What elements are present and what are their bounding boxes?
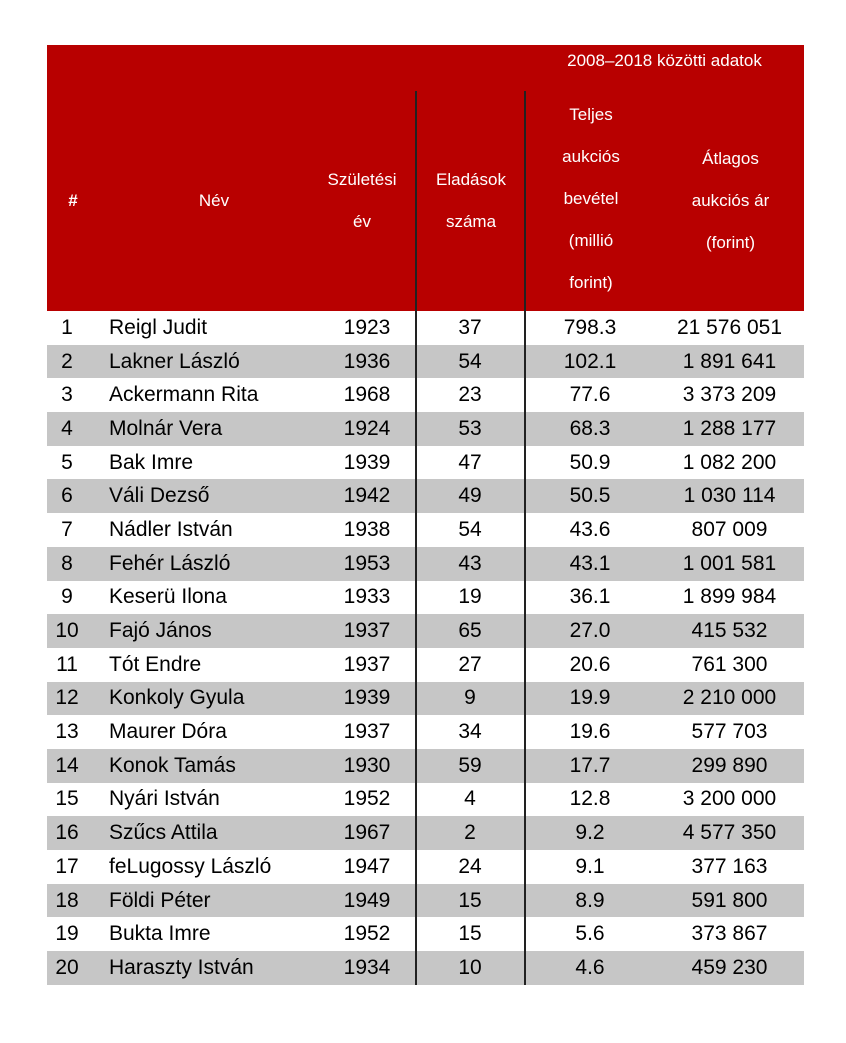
table-row xyxy=(47,446,804,480)
col-header-name xyxy=(109,91,319,311)
cell-total-revenue: 17.7 xyxy=(569,753,611,777)
cell-birth-year: 1939 xyxy=(343,686,391,710)
table-row xyxy=(47,345,804,379)
table-row xyxy=(47,917,804,951)
table-row xyxy=(47,479,804,513)
cell-sales-count: 15 xyxy=(458,922,482,946)
cell-sales-count: 15 xyxy=(458,888,482,912)
cell-avg-price: 577 703 xyxy=(691,720,768,744)
cell-total-revenue: 5.6 xyxy=(575,922,605,946)
cell-sales-count: 2 xyxy=(464,821,476,845)
cell-total-revenue: 9.1 xyxy=(575,854,605,878)
col-header-avg-line1: Átlagos xyxy=(702,149,759,168)
cell-name: feLugossy László xyxy=(109,854,272,878)
table-row xyxy=(47,749,804,783)
cell-sales-count: 9 xyxy=(464,686,476,710)
col-header-name-label: Név xyxy=(198,191,230,210)
col-header-revenue-line4: (millió xyxy=(568,231,614,250)
cell-total-revenue: 19.6 xyxy=(569,720,611,744)
cell-sales-count: 53 xyxy=(458,416,482,440)
header-divider xyxy=(524,91,526,311)
table-row xyxy=(47,378,804,412)
cell-avg-price: 377 163 xyxy=(691,854,768,878)
cell-total-revenue: 50.5 xyxy=(569,484,611,508)
cell-name: Konok Tamás xyxy=(109,753,236,777)
cell-sales-count: 49 xyxy=(458,484,482,508)
table-row xyxy=(47,816,804,850)
cell-birth-year: 1937 xyxy=(343,652,391,676)
cell-avg-price: 2 210 000 xyxy=(682,686,777,710)
cell-name: Ackermann Rita xyxy=(109,383,259,407)
table-row xyxy=(47,682,804,716)
cell-avg-price: 1 899 984 xyxy=(682,585,777,609)
table-row xyxy=(47,850,804,884)
cell-avg-price: 4 577 350 xyxy=(682,821,777,845)
cell-name: Nádler István xyxy=(109,517,233,541)
cell-rank: 12 xyxy=(55,686,79,710)
table-row xyxy=(47,715,804,749)
cell-birth-year: 1938 xyxy=(343,517,391,541)
cell-name: Reigl Judit xyxy=(109,315,208,339)
cell-birth-year: 1936 xyxy=(343,349,391,373)
cell-avg-price: 21 576 051 xyxy=(676,315,783,339)
cell-name: Fajó János xyxy=(109,619,212,643)
cell-birth-year: 1923 xyxy=(343,315,391,339)
col-header-avg-price xyxy=(657,91,804,311)
table-row xyxy=(47,648,804,682)
col-header-avg-line3: (forint) xyxy=(705,233,756,252)
cell-total-revenue: 77.6 xyxy=(569,383,611,407)
cell-birth-year: 1934 xyxy=(343,955,391,979)
cell-sales-count: 59 xyxy=(458,753,482,777)
table-row xyxy=(47,311,804,345)
cell-total-revenue: 4.6 xyxy=(575,955,605,979)
cell-name: Földi Péter xyxy=(109,888,211,912)
cell-avg-price: 1 891 641 xyxy=(682,349,777,373)
cell-rank: 4 xyxy=(61,416,73,440)
cell-rank: 1 xyxy=(61,315,73,339)
cell-avg-price: 591 800 xyxy=(691,888,768,912)
cell-avg-price: 1 001 581 xyxy=(682,551,777,575)
cell-sales-count: 23 xyxy=(458,383,482,407)
cell-birth-year: 1949 xyxy=(343,888,391,912)
cell-name: Maurer Dóra xyxy=(109,720,227,744)
cell-birth-year: 1937 xyxy=(343,720,391,744)
table-body xyxy=(47,311,804,985)
col-header-revenue-line2: aukciós xyxy=(562,147,620,166)
col-header-revenue-line1: Teljes xyxy=(569,105,613,124)
col-header-avg-line2: aukciós ár xyxy=(691,191,770,210)
cell-avg-price: 1 288 177 xyxy=(682,416,777,440)
cell-name: Haraszty István xyxy=(109,955,254,979)
cell-name: Nyári István xyxy=(109,787,220,811)
cell-name: Váli Dezső xyxy=(109,484,210,508)
cell-sales-count: 65 xyxy=(458,619,482,643)
cell-rank: 9 xyxy=(61,585,73,609)
cell-name: Molnár Vera xyxy=(109,416,223,440)
table-row xyxy=(47,884,804,918)
cell-sales-count: 43 xyxy=(458,551,482,575)
cell-name: Bukta Imre xyxy=(109,922,211,946)
col-header-total-revenue xyxy=(527,87,655,311)
cell-birth-year: 1952 xyxy=(343,922,391,946)
cell-total-revenue: 43.1 xyxy=(569,551,611,575)
cell-sales-count: 19 xyxy=(458,585,482,609)
table-row xyxy=(47,951,804,985)
cell-birth-year: 1947 xyxy=(343,854,391,878)
cell-rank: 14 xyxy=(55,753,79,777)
col-header-revenue-line5: forint) xyxy=(569,273,613,292)
table-header xyxy=(47,45,804,311)
cell-sales-count: 37 xyxy=(458,315,482,339)
cell-avg-price: 807 009 xyxy=(691,517,768,541)
col-header-birth-year-line2: év xyxy=(353,212,371,231)
cell-name: Szűcs Attila xyxy=(109,821,218,845)
cell-avg-price: 373 867 xyxy=(691,922,768,946)
cell-total-revenue: 68.3 xyxy=(569,416,611,440)
cell-total-revenue: 798.3 xyxy=(563,315,617,339)
cell-rank: 15 xyxy=(55,787,79,811)
table-row xyxy=(47,513,804,547)
cell-birth-year: 1930 xyxy=(343,753,391,777)
cell-rank: 19 xyxy=(55,922,79,946)
cell-rank: 5 xyxy=(61,450,73,474)
cell-total-revenue: 43.6 xyxy=(569,517,611,541)
cell-name: Konkoly Gyula xyxy=(109,686,245,710)
cell-rank: 7 xyxy=(61,517,73,541)
cell-total-revenue: 9.2 xyxy=(575,821,605,845)
cell-rank: 18 xyxy=(55,888,79,912)
col-header-sales-line2: száma xyxy=(445,212,497,231)
body-divider xyxy=(415,311,417,985)
group-header-title: 2008–2018 közötti adatok xyxy=(567,50,762,70)
cell-total-revenue: 20.6 xyxy=(569,652,611,676)
cell-birth-year: 1942 xyxy=(343,484,391,508)
cell-avg-price: 1 030 114 xyxy=(683,484,776,508)
cell-name: Lakner László xyxy=(109,349,240,373)
cell-avg-price: 761 300 xyxy=(691,652,768,676)
cell-sales-count: 54 xyxy=(458,349,482,373)
cell-rank: 10 xyxy=(55,619,79,643)
cell-rank: 6 xyxy=(61,484,73,508)
cell-name: Fehér László xyxy=(109,551,231,575)
cell-sales-count: 24 xyxy=(458,854,482,878)
cell-rank: 13 xyxy=(55,720,79,744)
body-divider xyxy=(524,311,526,985)
cell-total-revenue: 36.1 xyxy=(569,585,611,609)
cell-sales-count: 54 xyxy=(458,517,482,541)
cell-rank: 3 xyxy=(61,383,73,407)
cell-birth-year: 1937 xyxy=(343,619,391,643)
table-row xyxy=(47,783,804,817)
cell-total-revenue: 50.9 xyxy=(569,450,611,474)
cell-birth-year: 1939 xyxy=(343,450,391,474)
cell-sales-count: 4 xyxy=(464,787,476,811)
header-divider xyxy=(415,91,417,311)
cell-avg-price: 3 200 000 xyxy=(682,787,777,811)
cell-rank: 2 xyxy=(61,349,73,373)
col-header-revenue-line3: bevétel xyxy=(563,189,619,208)
cell-birth-year: 1968 xyxy=(343,383,391,407)
col-header-sales-line1: Eladások xyxy=(436,170,506,189)
cell-avg-price: 415 532 xyxy=(691,619,768,643)
cell-total-revenue: 102.1 xyxy=(563,349,617,373)
cell-sales-count: 47 xyxy=(458,450,482,474)
cell-name: Bak Imre xyxy=(109,450,194,474)
col-header-rank xyxy=(47,91,99,311)
col-header-rank-label: # xyxy=(68,191,78,210)
cell-rank: 16 xyxy=(55,821,79,845)
cell-rank: 8 xyxy=(61,551,73,575)
cell-name: Keserü Ilona xyxy=(109,585,227,609)
table-row xyxy=(47,547,804,581)
cell-birth-year: 1952 xyxy=(343,787,391,811)
table-row xyxy=(47,614,804,648)
cell-avg-price: 459 230 xyxy=(691,955,768,979)
cell-sales-count: 34 xyxy=(458,720,482,744)
cell-total-revenue: 27.0 xyxy=(569,619,611,643)
cell-name: Tót Endre xyxy=(109,652,202,676)
table-row xyxy=(47,412,804,446)
cell-birth-year: 1933 xyxy=(343,585,391,609)
cell-rank: 11 xyxy=(56,652,78,676)
cell-avg-price: 1 082 200 xyxy=(682,450,777,474)
table-row xyxy=(47,581,804,615)
col-header-sales-count xyxy=(417,91,525,311)
cell-total-revenue: 8.9 xyxy=(575,888,605,912)
cell-sales-count: 10 xyxy=(458,955,482,979)
cell-birth-year: 1967 xyxy=(343,821,391,845)
cell-birth-year: 1924 xyxy=(343,416,391,440)
auction-table xyxy=(47,45,804,985)
cell-avg-price: 299 890 xyxy=(691,753,768,777)
cell-birth-year: 1953 xyxy=(343,551,391,575)
cell-total-revenue: 19.9 xyxy=(569,686,611,710)
cell-sales-count: 27 xyxy=(458,652,482,676)
cell-rank: 17 xyxy=(55,854,79,878)
col-header-birth-year-line1: Születési xyxy=(327,170,397,189)
cell-avg-price: 3 373 209 xyxy=(682,383,777,407)
col-header-birth-year xyxy=(309,91,415,311)
cell-rank: 20 xyxy=(55,955,79,979)
cell-total-revenue: 12.8 xyxy=(569,787,611,811)
